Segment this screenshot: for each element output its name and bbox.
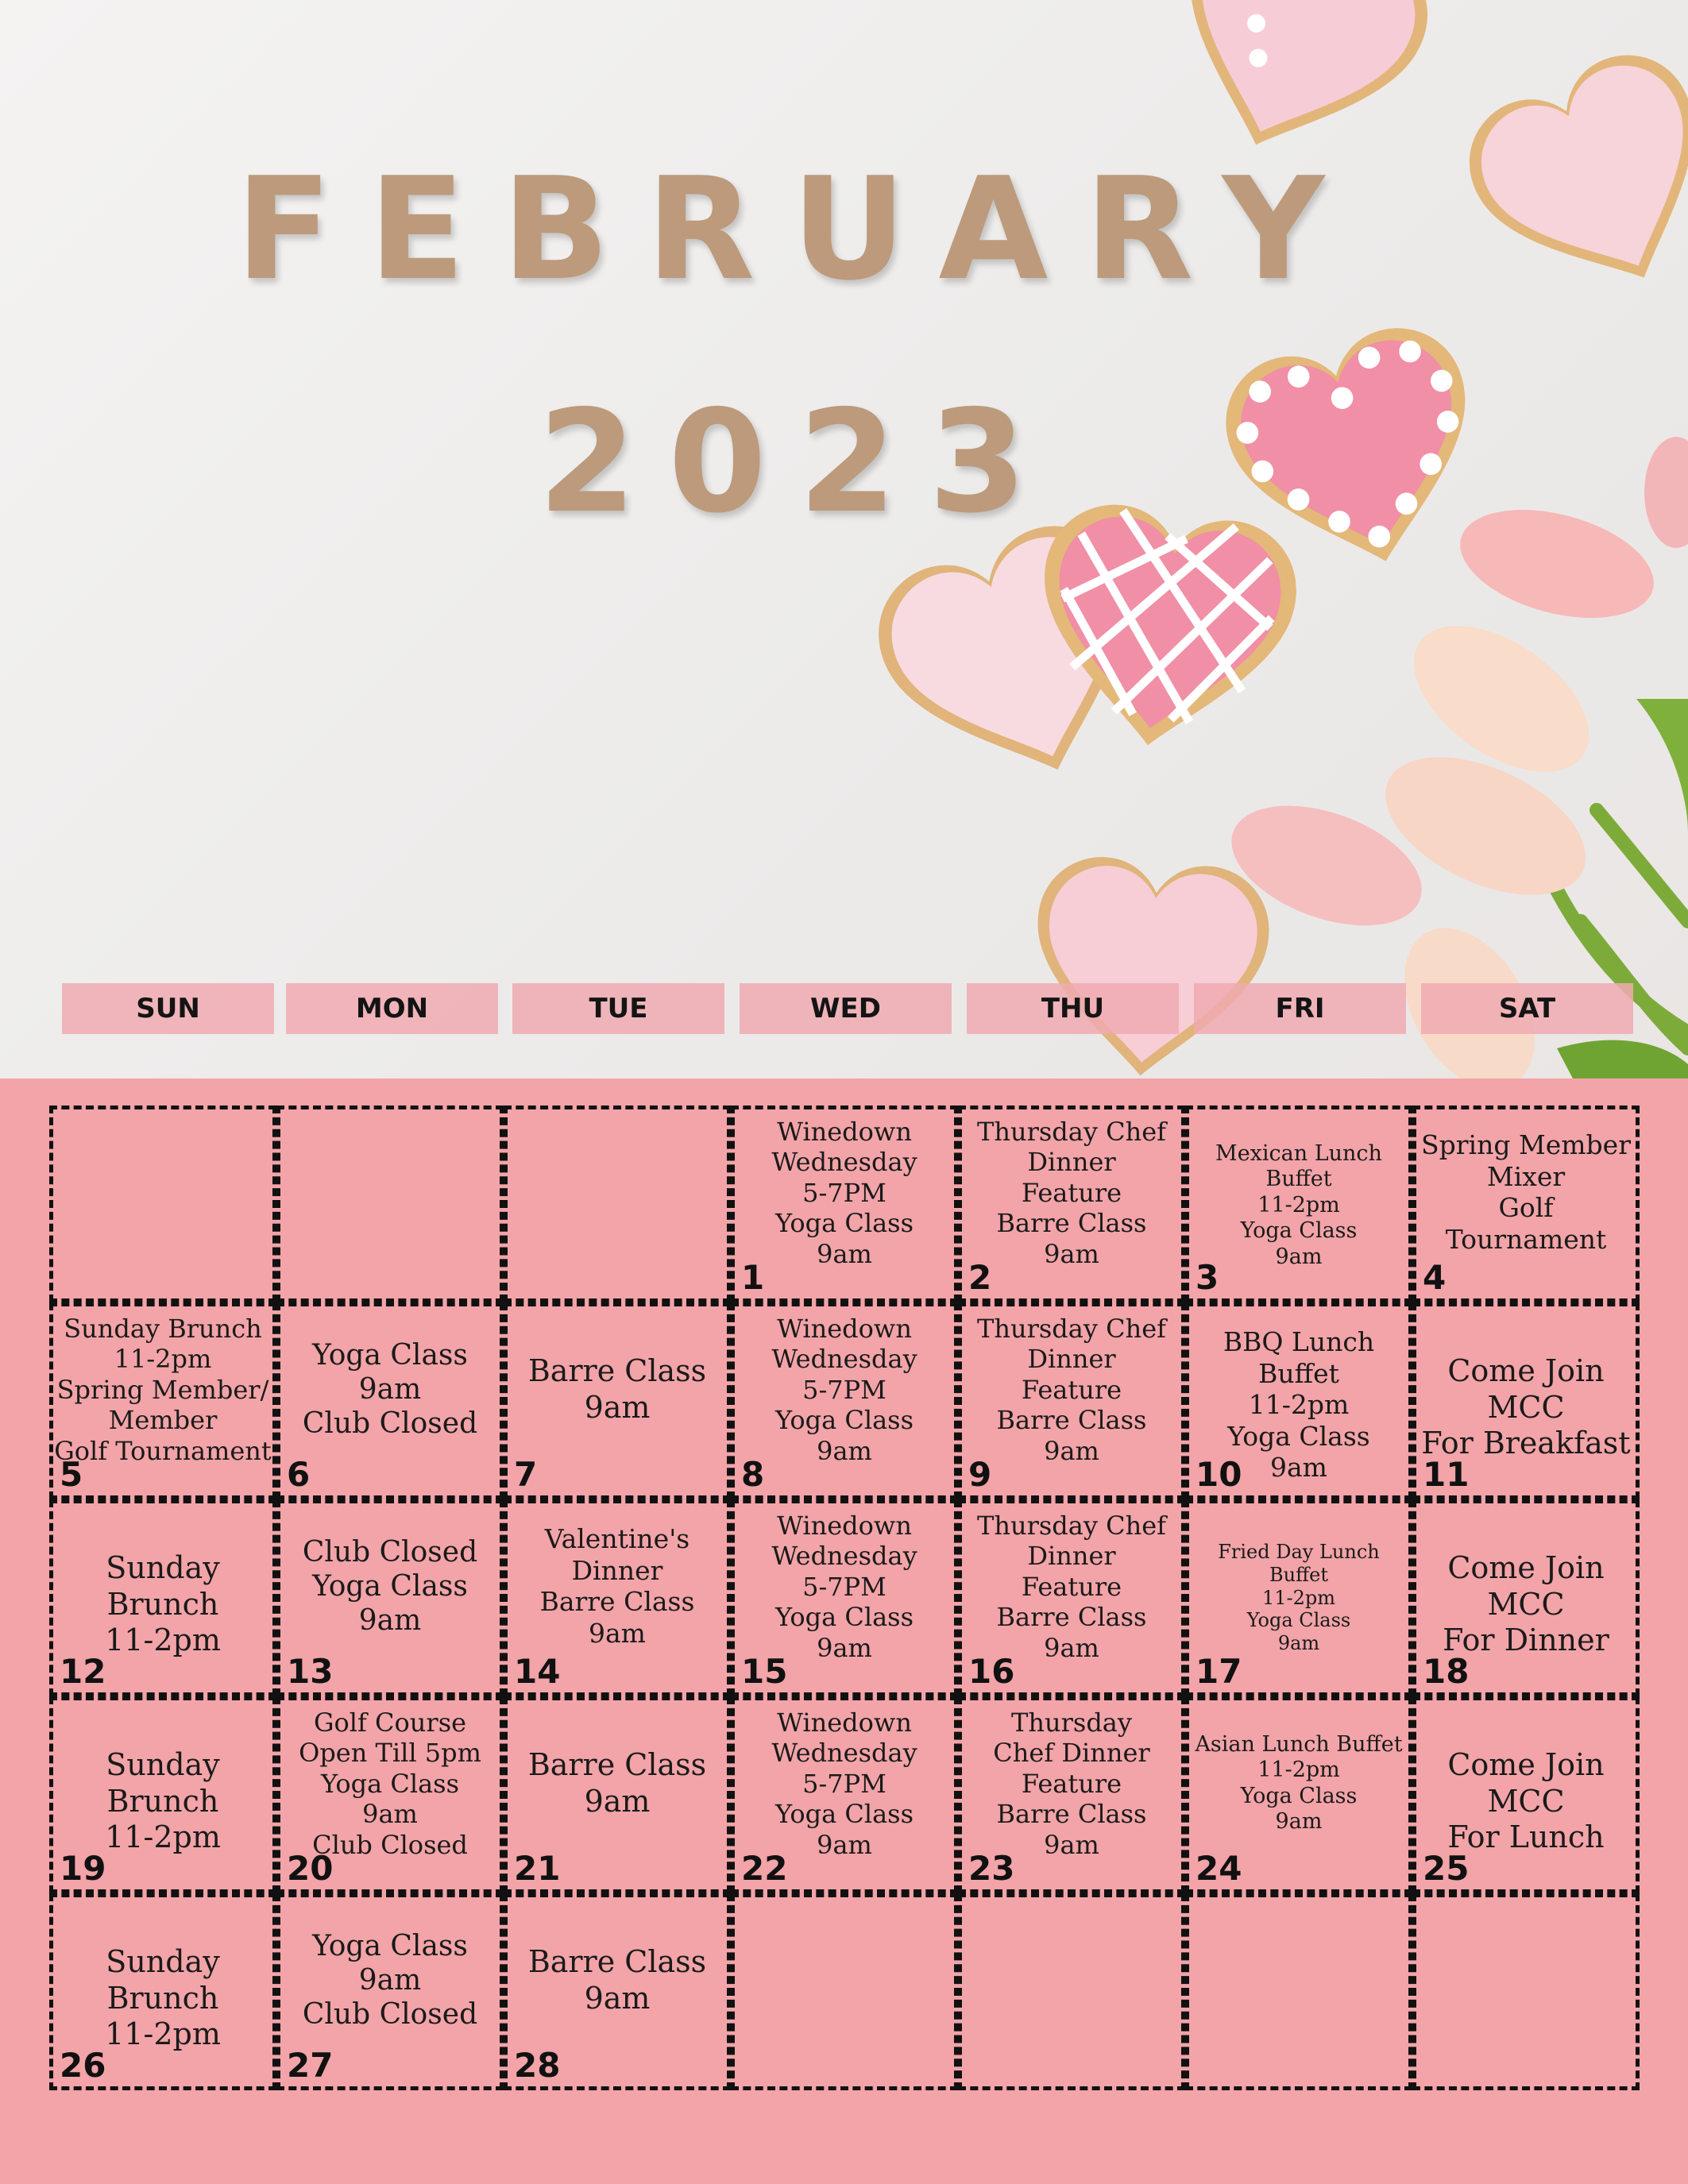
empty-day-cell — [276, 1106, 504, 1302]
event-line: 9am — [1044, 1829, 1099, 1860]
event-line: 11-2pm — [1257, 1192, 1340, 1217]
event-line: Club Closed — [312, 1829, 468, 1860]
day-cell-15 — [731, 1499, 958, 1696]
day-cell-16 — [958, 1499, 1185, 1696]
day-number: 25 — [1423, 1849, 1470, 1888]
event-line: 9am — [817, 1632, 872, 1663]
day-cell-9 — [958, 1302, 1185, 1499]
event-line: Sunday Brunch — [64, 1314, 262, 1344]
event-line: Valentine's — [544, 1523, 690, 1554]
event-line: 9am — [1044, 1238, 1099, 1269]
event-line: For Breakfast — [1421, 1426, 1631, 1461]
empty-day-cell — [958, 1893, 1185, 2090]
event-line: 5-7PM — [802, 1374, 886, 1405]
event-line: Sunday Brunch — [106, 1747, 220, 1819]
day-number: 20 — [287, 1849, 334, 1888]
day-number: 4 — [1423, 1258, 1447, 1297]
event-line: Come Join MCC — [1447, 1550, 1605, 1622]
event-line: 11-2pm — [1261, 1586, 1336, 1609]
day-events — [280, 1929, 500, 2032]
day-cell-26 — [49, 1893, 276, 2090]
day-cell-22 — [731, 1696, 958, 1893]
event-line: Dinner — [1027, 1147, 1116, 1178]
event-line: Club Closed — [302, 1998, 478, 2032]
event-line: Tournament — [1445, 1223, 1607, 1255]
day-number: 26 — [60, 2046, 106, 2085]
day-events — [1416, 1353, 1636, 1462]
day-cell-27 — [276, 1893, 504, 2090]
event-line: 5-7PM — [802, 1571, 886, 1602]
day-cell-18 — [1412, 1499, 1640, 1696]
event-line: Barre Class — [996, 1208, 1147, 1239]
event-line: 9am — [358, 1373, 422, 1406]
event-line: 9am — [584, 1980, 651, 2016]
event-line: Dinner — [571, 1554, 663, 1586]
event-line: 9am — [358, 1964, 422, 1997]
day-events — [1416, 1747, 1636, 1856]
day-events — [962, 1511, 1181, 1663]
day-events — [962, 1117, 1181, 1269]
event-line: Chef Dinner — [993, 1738, 1150, 1769]
event-line: Club Closed — [302, 1407, 478, 1441]
event-line: Yoga Class — [775, 1602, 914, 1633]
event-line: 11-2pm — [105, 1623, 221, 1658]
day-events — [1189, 1541, 1408, 1655]
event-line: Yoga Class — [1240, 1783, 1358, 1808]
event-line: Wednesday — [771, 1344, 917, 1375]
event-line: 9am — [817, 1238, 872, 1269]
event-line: Sunday Brunch — [106, 1550, 220, 1622]
day-number: 2 — [968, 1258, 992, 1297]
event-line: Open Till 5pm — [299, 1738, 481, 1769]
event-line: 9am — [589, 1617, 646, 1649]
event-line: 9am — [817, 1435, 872, 1466]
event-line: Feature — [1021, 1768, 1122, 1799]
empty-day-cell — [49, 1106, 276, 1302]
empty-day-cell — [1185, 1893, 1412, 2090]
event-line: 9am — [358, 1604, 422, 1638]
event-line: 11-2pm — [1257, 1758, 1340, 1783]
day-number: 17 — [1196, 1652, 1242, 1691]
day-events — [280, 1535, 500, 1638]
day-number: 23 — [968, 1849, 1015, 1888]
empty-day-cell — [1412, 1893, 1640, 2090]
day-cell-5 — [49, 1302, 276, 1499]
day-number: 18 — [1423, 1652, 1470, 1691]
month-title: FEBRUARY — [235, 147, 1362, 311]
day-cell-17 — [1185, 1499, 1412, 1696]
event-line: Wednesday — [771, 1147, 917, 1178]
empty-day-cell — [504, 1106, 731, 1302]
day-cell-20 — [276, 1696, 504, 1893]
event-line: Thursday Chef — [977, 1511, 1166, 1541]
day-events — [280, 1707, 500, 1860]
day-number: 28 — [514, 2046, 561, 2085]
day-number: 6 — [287, 1455, 311, 1494]
day-number: 15 — [741, 1652, 788, 1691]
event-line: BBQ Lunch Buffet — [1223, 1326, 1375, 1389]
event-line: 11-2pm — [1248, 1389, 1350, 1421]
day-cell-28 — [504, 1893, 731, 2090]
event-line: Winedown — [777, 1707, 912, 1738]
event-line: 9am — [1044, 1435, 1099, 1466]
weekday-sat: SAT — [1421, 983, 1633, 1034]
day-cell-24 — [1185, 1696, 1412, 1893]
day-cell-25 — [1412, 1696, 1640, 1893]
day-events — [53, 1550, 272, 1659]
event-line: For Dinner — [1443, 1623, 1609, 1658]
event-line: Yoga Class — [775, 1799, 914, 1830]
event-line: Golf — [1498, 1192, 1554, 1224]
event-line: Member — [108, 1405, 218, 1436]
event-line: Yoga Class — [312, 1930, 468, 1962]
event-line: Yoga Class — [1246, 1609, 1351, 1632]
event-line: Yoga Class — [1227, 1420, 1370, 1452]
day-events — [735, 1314, 954, 1466]
weekday-fri: FRI — [1194, 983, 1406, 1034]
day-number: 5 — [60, 1455, 83, 1494]
event-line: Barre Class — [527, 1944, 707, 1979]
day-cell-10 — [1185, 1302, 1412, 1499]
day-events — [1189, 1732, 1408, 1835]
event-line: Yoga Class — [321, 1768, 459, 1799]
day-cell-19 — [49, 1696, 276, 1893]
event-line: 9am — [1044, 1632, 1099, 1663]
day-cell-21 — [504, 1696, 731, 1893]
day-number: 22 — [741, 1849, 788, 1888]
weekday-mon: MON — [286, 983, 498, 1034]
day-events — [53, 1944, 272, 2053]
event-line: Barre Class — [527, 1353, 707, 1388]
event-line: Spring Member — [1421, 1129, 1631, 1160]
event-line: 9am — [1275, 1244, 1323, 1269]
event-line: 9am — [817, 1829, 872, 1860]
day-cell-7 — [504, 1302, 731, 1499]
day-events — [962, 1707, 1181, 1860]
event-line: Come Join MCC — [1447, 1747, 1605, 1819]
event-line: Yoga Class — [312, 1339, 468, 1372]
event-line: Golf Tournament — [54, 1435, 272, 1466]
day-number: 10 — [1196, 1455, 1242, 1494]
day-events — [53, 1747, 272, 1856]
day-cell-1 — [731, 1106, 958, 1302]
day-events — [962, 1314, 1181, 1466]
event-line: Winedown — [777, 1314, 912, 1344]
event-line: For Lunch — [1447, 1819, 1605, 1855]
event-line: Yoga Class — [775, 1208, 914, 1239]
event-line: 11-2pm — [105, 1819, 221, 1855]
event-line: Yoga Class — [312, 1570, 468, 1603]
heart-cookie — [1026, 851, 1275, 1078]
tulip-leaf — [1557, 1040, 1688, 1078]
day-number: 3 — [1196, 1258, 1219, 1297]
day-events — [280, 1338, 500, 1441]
event-line: Spring Member/ — [56, 1374, 269, 1405]
event-line: Mixer — [1486, 1160, 1566, 1192]
event-line: Barre Class — [539, 1586, 695, 1618]
day-cell-3 — [1185, 1106, 1412, 1302]
event-line: 9am — [584, 1389, 651, 1425]
day-events — [735, 1511, 954, 1663]
event-line: 9am — [362, 1799, 418, 1830]
event-line: Fried Day Lunch Buffet — [1218, 1541, 1380, 1586]
day-events — [508, 1353, 727, 1426]
day-events — [1189, 1141, 1408, 1270]
event-line: Yoga Class — [775, 1405, 914, 1436]
event-line: Feature — [1021, 1177, 1122, 1208]
day-number: 13 — [287, 1652, 334, 1691]
event-line: Barre Class — [996, 1405, 1147, 1436]
day-cell-23 — [958, 1696, 1185, 1893]
event-line: Mexican Lunch Buffet — [1215, 1141, 1382, 1192]
event-line: Winedown — [777, 1117, 912, 1147]
day-cell-12 — [49, 1499, 276, 1696]
day-number: 9 — [968, 1455, 992, 1494]
day-cell-6 — [276, 1302, 504, 1499]
weekday-wed: WED — [740, 983, 952, 1034]
year-title: 2023 — [538, 380, 1059, 544]
event-line: Feature — [1021, 1571, 1122, 1602]
event-line: Come Join MCC — [1447, 1353, 1605, 1425]
day-cell-8 — [731, 1302, 958, 1499]
day-events — [1416, 1129, 1636, 1255]
day-cell-2 — [958, 1106, 1185, 1302]
day-number: 21 — [514, 1849, 561, 1888]
day-cell-4 — [1412, 1106, 1640, 1302]
event-line: Thursday Chef — [977, 1314, 1166, 1344]
day-events — [508, 1944, 727, 2016]
day-cell-11 — [1412, 1302, 1640, 1499]
day-events — [508, 1523, 727, 1649]
day-number: 19 — [60, 1849, 106, 1888]
event-line: Thursday — [1011, 1707, 1132, 1738]
event-line: Wednesday — [771, 1738, 917, 1769]
event-line: Barre Class — [527, 1747, 707, 1782]
day-cell-13 — [276, 1499, 504, 1696]
day-number: 8 — [741, 1455, 765, 1494]
day-events — [508, 1747, 727, 1819]
event-line: Barre Class — [996, 1799, 1147, 1830]
event-line: Dinner — [1027, 1344, 1116, 1375]
event-line: Dinner — [1027, 1541, 1116, 1572]
event-line: Golf Course — [313, 1707, 467, 1738]
weekday-tue: TUE — [512, 983, 724, 1034]
day-number: 1 — [741, 1258, 765, 1297]
event-line: 9am — [1275, 1809, 1323, 1835]
calendar-grid — [49, 1106, 1637, 2087]
day-number: 24 — [1196, 1849, 1242, 1888]
day-events — [1416, 1550, 1636, 1659]
event-line: Yoga Class — [1240, 1218, 1358, 1244]
day-events — [53, 1314, 272, 1466]
day-number: 7 — [514, 1455, 538, 1494]
event-line: 11-2pm — [114, 1344, 212, 1375]
hero-photo — [0, 0, 1688, 1078]
tulip-leaf — [1636, 699, 1688, 834]
weekday-thu: THU — [967, 983, 1179, 1034]
event-line: Sunday Brunch — [106, 1944, 220, 2016]
day-number: 11 — [1423, 1455, 1470, 1494]
event-line: Winedown — [777, 1511, 912, 1541]
event-line: Feature — [1021, 1374, 1122, 1405]
empty-day-cell — [731, 1893, 958, 2090]
event-line: 9am — [584, 1783, 651, 1819]
event-line: Barre Class — [996, 1602, 1147, 1633]
event-line: Wednesday — [771, 1541, 917, 1572]
event-line: Thursday Chef — [977, 1117, 1166, 1147]
day-events — [735, 1707, 954, 1860]
day-events — [735, 1117, 954, 1269]
weekday-sun: SUN — [62, 983, 274, 1034]
event-line: 9am — [1277, 1632, 1320, 1655]
event-line: Asian Lunch Buffet — [1195, 1732, 1403, 1757]
event-line: Club Closed — [302, 1536, 478, 1569]
day-number: 27 — [287, 2046, 334, 2085]
day-number: 16 — [968, 1652, 1015, 1691]
event-line: 5-7PM — [802, 1768, 886, 1799]
event-line: 11-2pm — [105, 2016, 221, 2052]
event-line: 9am — [1270, 1452, 1327, 1484]
day-number: 14 — [514, 1652, 561, 1691]
day-number: 12 — [60, 1652, 106, 1691]
event-line: 5-7PM — [802, 1177, 886, 1208]
day-cell-14 — [504, 1499, 731, 1696]
